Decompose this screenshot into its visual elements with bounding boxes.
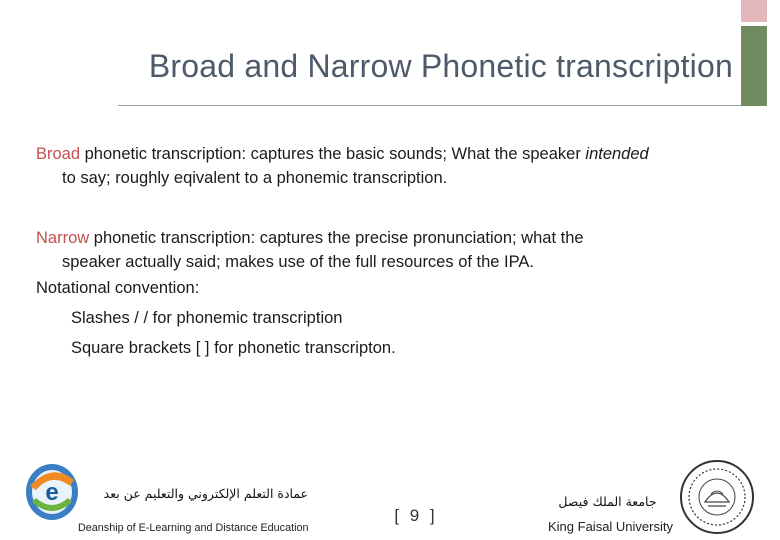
- title-divider: [118, 105, 741, 106]
- term-narrow: Narrow: [36, 229, 90, 247]
- p2-line2: speaker actually said; makes use of the full resources of the IPA.: [62, 253, 535, 271]
- slide-title: Broad and Narrow Phonetic transcription: [148, 48, 733, 84]
- p2-text: phonetic transcription: captures the precise pronunciation; what the: [89, 229, 584, 247]
- paragraph-narrow: [36, 226, 736, 274]
- deanship-english-name: Deanship of E-Learning and Distance Education: [78, 522, 309, 534]
- university-arabic-name: جامعة الملك فيصل: [558, 494, 657, 509]
- p1-text: phonetic transcription: captures the basic sounds; What the speaker: [80, 145, 586, 163]
- svg-text:e: e: [45, 479, 59, 506]
- elearning-logo-icon: [22, 456, 82, 524]
- notation-item-slashes: Slashes / / for phonemic transcription: [71, 309, 343, 327]
- accent-bar-top: [741, 0, 767, 22]
- p1-emphasis: intended: [585, 145, 649, 163]
- notation-heading: Notational convention:: [36, 279, 200, 297]
- paragraph-broad: [36, 142, 736, 190]
- notation-item-brackets: Square brackets [ ] for phonetic transcripton.: [71, 339, 396, 357]
- university-seal-icon: [678, 458, 756, 536]
- slide-body: [36, 142, 736, 360]
- university-english-name: King Faisal University: [548, 519, 673, 534]
- deanship-arabic-name: عمادة التعلم الإلكتروني والتعليم عن بعد: [103, 486, 308, 501]
- accent-bar-green: [741, 26, 767, 106]
- p1-line2: to say; roughly eqivalent to a phonemic transcription.: [62, 169, 448, 187]
- term-broad: Broad: [36, 145, 81, 163]
- page-number: [ 9 ]: [394, 506, 438, 525]
- paragraph-notation: [36, 276, 736, 360]
